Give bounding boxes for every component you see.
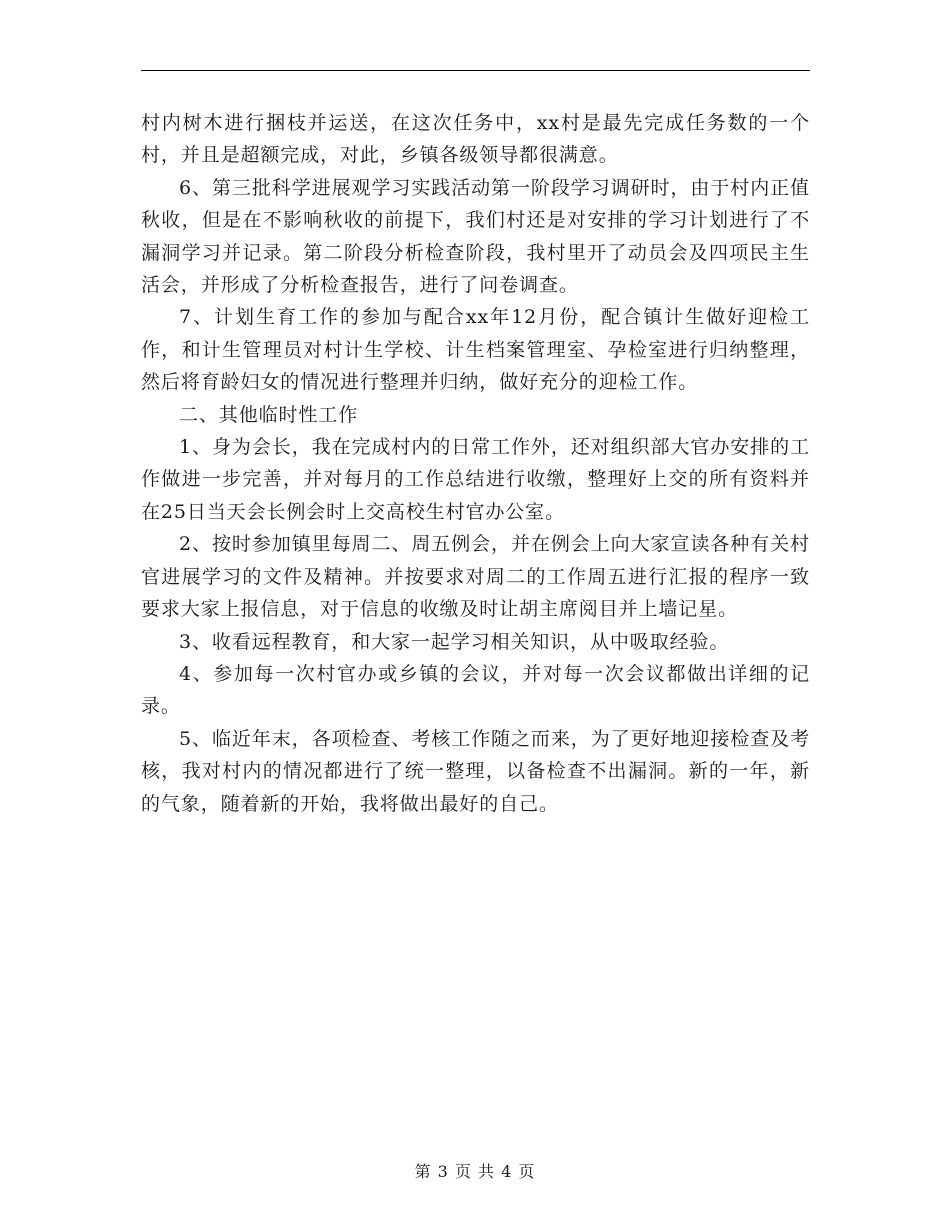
paragraph-item-4: 4、参加每一次村官办或乡镇的会议，并对每一次会议都做出详细的记录。 xyxy=(141,662,810,718)
paragraph-continuation: 村内树木进行捆枝并运送，在这次任务中，xx村是最先完成任务数的一个村，并且是超额完成，对此，乡镇各级领导都很满意。 xyxy=(141,112,810,167)
paragraph-item-5: 5、临近年末，各项检查、考核工作随之而来，为了更好地迎接检查及考核，我对村内的情况都进行了统一整理，以备检查不出漏洞。新的一年，新的气象，随着新的开始，我将做出最好的自己。 xyxy=(141,727,810,815)
page-number-footer: 第 3 页 共 4 页 xyxy=(414,1162,536,1181)
paragraph-item-2: 2、按时参加镇里每周二、周五例会，并在例会上向大家宣读各种有关村官进展学习的文件及精神。并按要求对周二的工作周五进行汇报的程序一致要求大家上报信息，对于信息的收缴及时让胡主席阅目并上墙记星。 xyxy=(141,533,810,621)
paragraph-item-3: 3、收看远程教育，和大家一起学习相关知识，从中吸取经验。 xyxy=(179,630,730,653)
paragraph-item-6: 6、第三批科学进展观学习实践活动第一阶段学习调研时，由于村内正值秋收，但是在不影响秋收的前提下，我们村还是对安排的学习计划进行了不漏洞学习并记录。第二阶段分析检查阶段，我村里开了动员会及四项民主生活会，并形成了分析检查报告，进行了问卷调查。 xyxy=(141,176,810,297)
paragraph-item-1: 1、身为会长，我在完成村内的日常工作外，还对组织部大官办安排的工作做进一步完善，并对每月的工作总结进行收缴，整理好上交的所有资料并在25日当天会长例会时上交高校生村官办公室。 xyxy=(141,436,810,523)
document-body xyxy=(141,107,810,820)
section-heading-temporary-work: 二、其他临时性工作 xyxy=(179,403,359,426)
paragraph-item-7: 7、计划生育工作的参加与配合xx年12月份，配合镇计生做好迎检工作，和计生管理员对村计生学校、计生档案管理室、孕检室进行归纳整理，然后将育龄妇女的情况进行整理并归纳，做好充分的迎检工作。 xyxy=(141,306,810,394)
header-rule xyxy=(141,70,810,71)
